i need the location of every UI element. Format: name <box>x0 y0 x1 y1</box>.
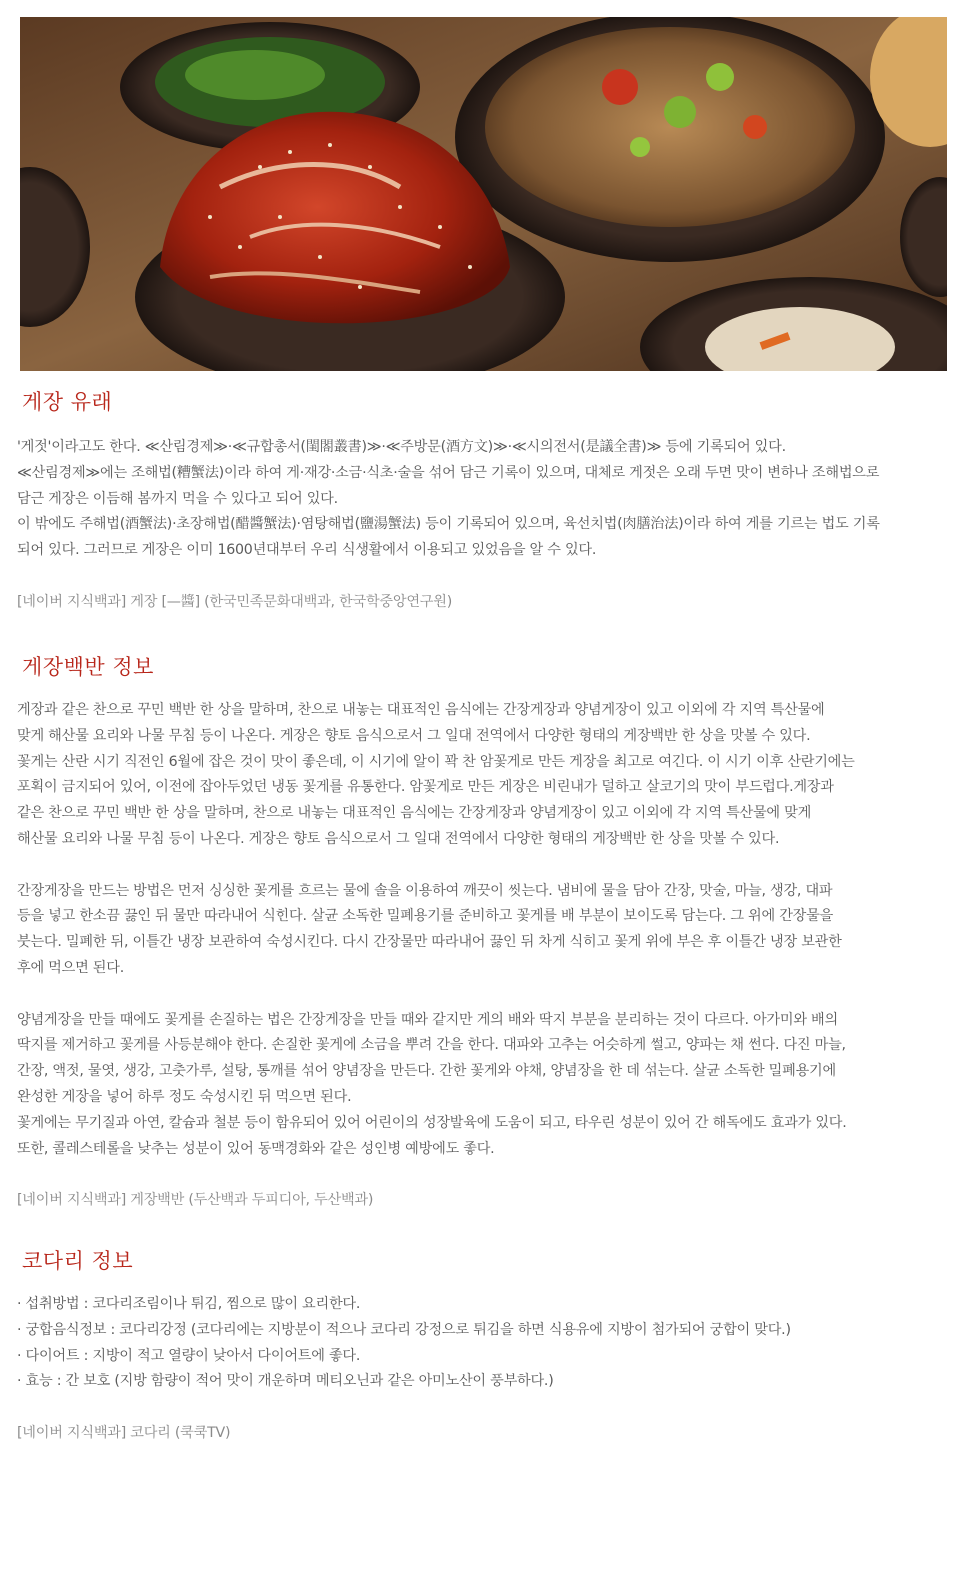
text-line: 꽃게는 산란 시기 직전인 6월에 잡은 것이 맛이 좋은데, 이 시기에 알이 꽉 찬 암꽃게로 만든 게장을 최고로 여긴다. 이 시기 이후 산란기에는 <box>17 753 855 770</box>
text-line: 해산물 요리와 나물 무침 등이 나온다. 게장은 향토 음식으로서 그 일대 전역에서 다양한 형태의 게장백반 한 상을 맛볼 수 있다. <box>17 830 780 847</box>
text-line: 딱지를 제거하고 꽃게를 사등분해야 한다. 손질한 꽃게에 소금을 뿌려 간을 한다. 대파와 고추는 어슷하게 썰고, 양파는 채 썬다. 다진 마늘, <box>17 1037 846 1054</box>
text-line: 이 밖에도 주해법(酒蟹法)·초장해법(醋醬蟹法)·염탕해법(鹽湯蟹法) 등이 기록되어 있으며, 육선치법(肉膳治法)이라 하여 게를 기르는 법도 기록 <box>17 516 880 533</box>
text-line: 되어 있다. 그러므로 게장은 이미 1600년대부터 우리 식생활에서 이용되고 있었음을 알 수 있다. <box>17 542 597 559</box>
section-title-crab-meal: 게장백반 정보 <box>22 655 154 679</box>
hero-food-photo <box>20 17 947 371</box>
text-line: 완성한 게장을 넣어 하루 정도 숙성시킨 뒤 먹으면 된다. <box>17 1088 352 1105</box>
text-line: 포획이 금지되어 있어, 이전에 잡아두었던 냉동 꽃게를 유통한다. 암꽃게로 만든 게장은 비린내가 덜하고 살코기의 맛이 부드럽다.게장과 <box>17 779 834 796</box>
text-line: 붓는다. 밀폐한 뒤, 이틀간 냉장 보관하여 숙성시킨다. 다시 간장물만 따라내어 끓인 뒤 차게 식히고 꽃게 위에 부은 후 이틀간 냉장 보관한 <box>17 934 842 951</box>
crab-dish-illustration <box>20 17 947 371</box>
section-title-kodari: 코다리 정보 <box>22 1249 134 1273</box>
text-line: 꽃게에는 무기질과 아연, 칼슘과 철분 등이 함유되어 있어 어린이의 성장발육에 도움이 되고, 타우린 성분이 있어 간 해독에도 효과가 있다. <box>17 1114 847 1131</box>
text-line: 간장, 액젓, 물엿, 생강, 고춧가루, 설탕, 통깨를 섞어 양념장을 만든다. 간한 꽃게와 야채, 양념장을 한 데 섞는다. 살균 소독한 밀폐용기에 <box>17 1063 836 1080</box>
section-body-crab-origin <box>17 435 962 616</box>
text-line: '게젓'이라고도 한다. ≪산림경제≫·≪규합총서(閨閤叢書)≫·≪주방문(酒方文)≫·≪시의전서(是議全書)≫ 등에 기록되어 있다. <box>17 439 786 455</box>
source-citation: [네이버 지식백과] 게장백반 (두산백과 두피디아, 두산백과) <box>17 1192 374 1209</box>
list-item: · 효능 : 간 보호 (지방 함량이 적어 맛이 개운하며 메티오닌과 같은 아미노산이 풍부하다.) <box>17 1373 554 1390</box>
text-line: 등을 넣고 한소끔 끓인 뒤 물만 따라내어 식힌다. 살균 소독한 밀폐용기를 준비하고 꽃게를 배 부분이 보이도록 담는다. 그 위에 간장물을 <box>17 908 834 925</box>
text-line: 맞게 해산물 요리와 나물 무침 등이 나온다. 게장은 향토 음식으로서 그 일대 전역에서 다양한 형태의 게장백반 한 상을 맛볼 수 있다. <box>17 727 811 744</box>
source-citation: [네이버 지식백과] 코다리 (쿡쿡TV) <box>17 1424 231 1441</box>
text-line: ≪산림경제≫에는 조해법(糟蟹法)이라 하여 게·재강·소금·식초·술을 섞어 담근 기록이 있으며, 대체로 게젓은 오래 두면 맛이 변하나 조해법으로 <box>17 464 880 481</box>
text-line: 간장게장을 만드는 방법은 먼저 싱싱한 꽃게를 흐르는 물에 솔을 이용하여 깨끗이 씻는다. 냄비에 물을 담아 간장, 맛술, 마늘, 생강, 대파 <box>17 882 833 899</box>
list-item: · 궁합음식정보 : 코다리강정 (코다리에는 지방분이 적으나 코다리 강정으로 튀김을 하면 식용유에 지방이 첨가되어 궁합이 맞다.) <box>17 1321 791 1338</box>
section-body-kodari <box>17 1292 962 1447</box>
text-line: 담근 게장은 이듬해 봄까지 먹을 수 있다고 되어 있다. <box>17 490 338 507</box>
text-line: 양념게장을 만들 때에도 꽃게를 손질하는 법은 간장게장을 만들 때와 같지만 게의 배와 딱지 부분을 분리하는 것이 다르다. 아가미와 배의 <box>17 1011 838 1028</box>
text-line: 같은 찬으로 꾸민 백반 한 상을 말하며, 찬으로 내놓는 대표적인 음식에는 간장게장과 양념게장이 있고 이외에 각 지역 특산물에 맞게 <box>17 805 812 822</box>
section-body-crab-meal <box>17 698 962 1214</box>
text-line: 또한, 콜레스테롤을 낮추는 성분이 있어 동맥경화와 같은 성인병 예방에도 좋다. <box>17 1140 495 1157</box>
list-item: · 섭취방법 : 코다리조림이나 튀김, 찜으로 많이 요리한다. <box>17 1296 361 1312</box>
source-citation: [네이버 지식백과] 게장 [—醬] (한국민족문화대백과, 한국학중앙연구원) <box>17 593 452 610</box>
text-line: 후에 먹으면 된다. <box>17 959 124 976</box>
text-line: 게장과 같은 찬으로 꾸민 백반 한 상을 말하며, 찬으로 내놓는 대표적인 음식에는 간장게장과 양념게장이 있고 이외에 각 지역 특산물에 <box>17 702 825 718</box>
list-item: · 다이어트 : 지방이 적고 열량이 낮아서 다이어트에 좋다. <box>17 1347 361 1364</box>
section-title-crab-origin: 게장 유래 <box>22 390 113 414</box>
